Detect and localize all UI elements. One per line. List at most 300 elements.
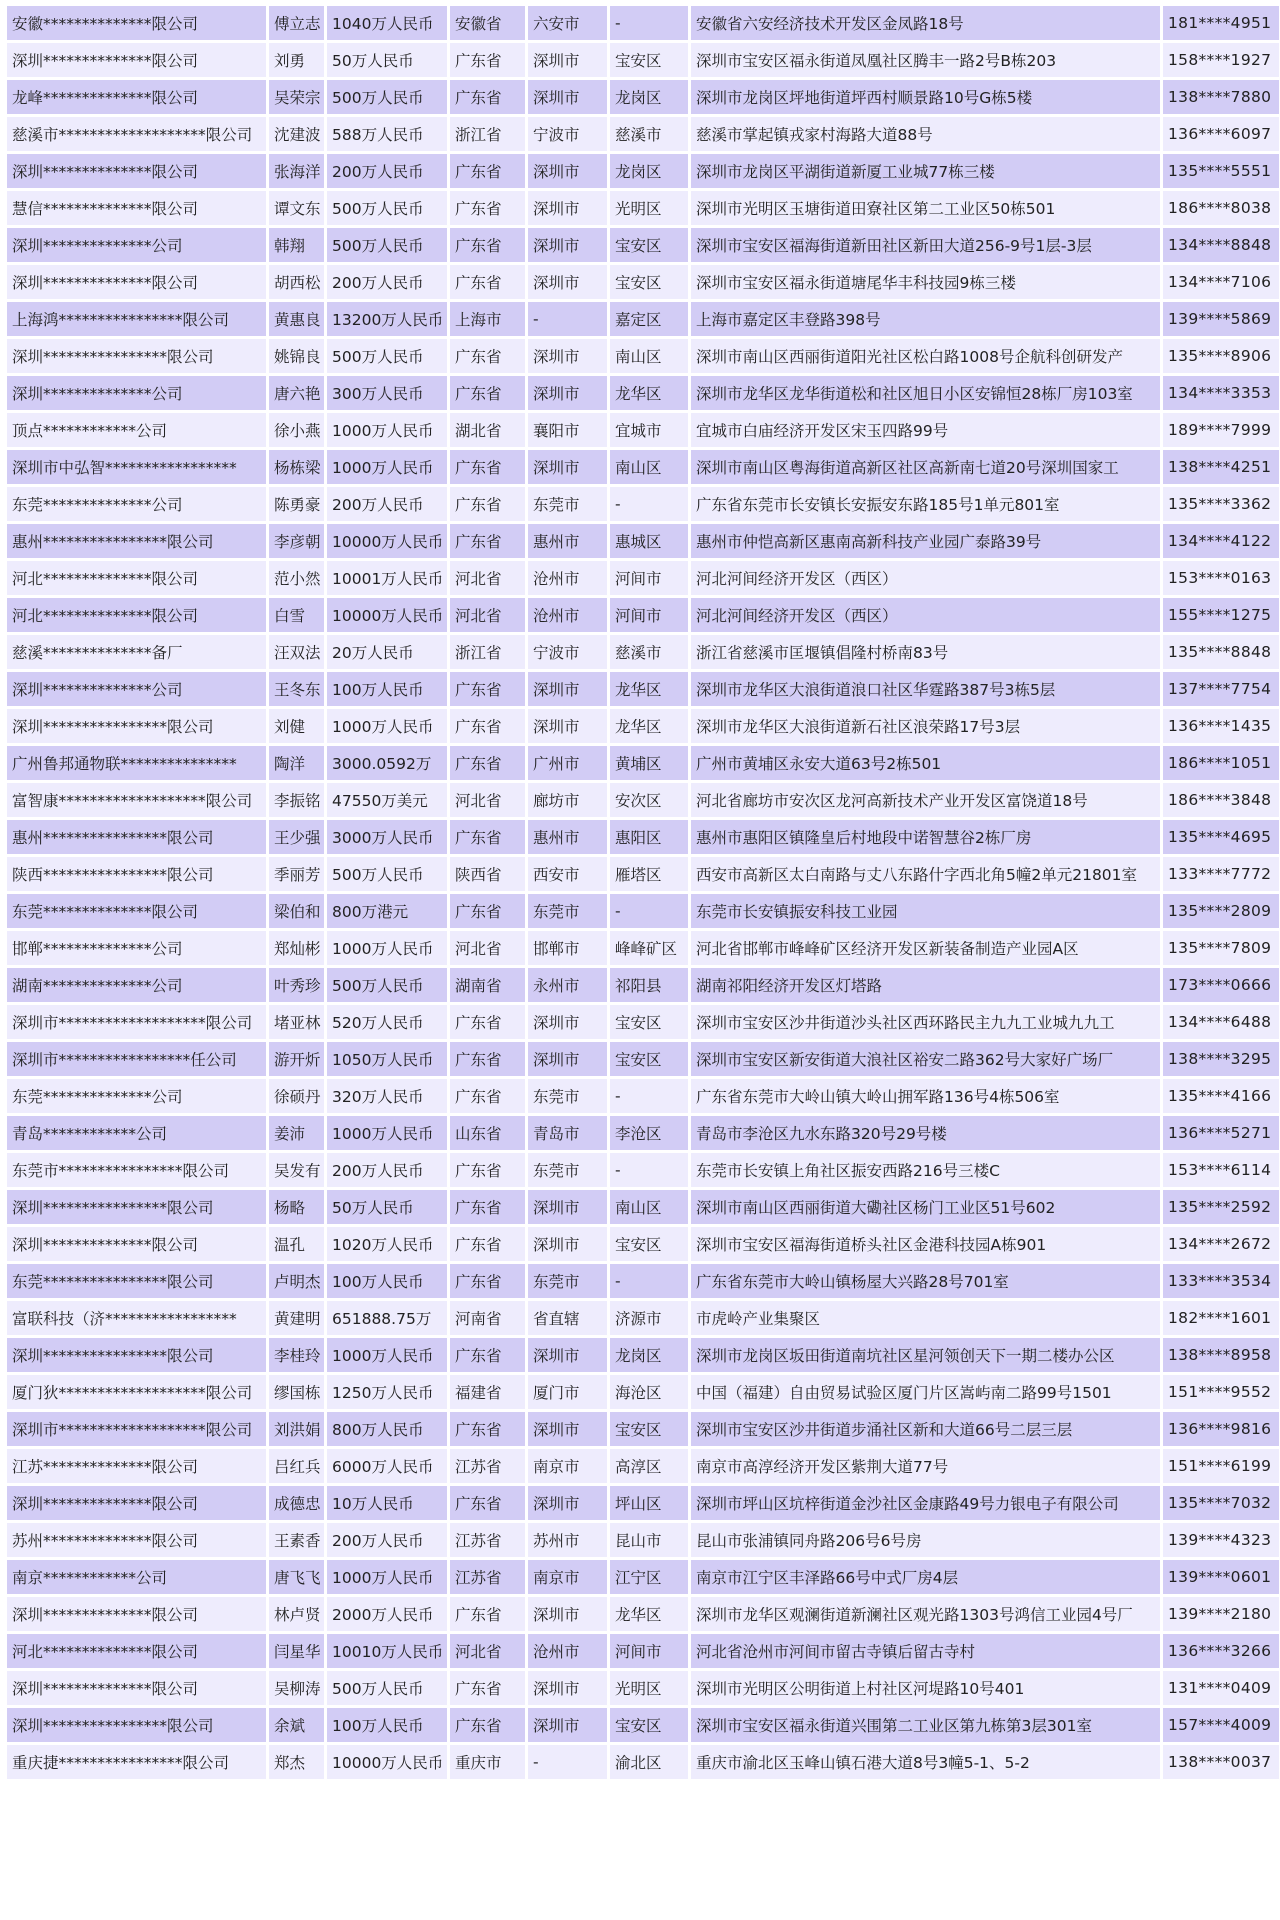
district-cell: 河间市	[610, 598, 688, 632]
address-cell: 深圳市宝安区福永街道兴围第二工业区第九栋第3层301室	[691, 1708, 1160, 1742]
phone-cell: 153****6114	[1163, 1153, 1279, 1187]
company-table	[4, 3, 1280, 1782]
table-row	[7, 339, 1279, 373]
phone-cell: 138****8958	[1163, 1338, 1279, 1372]
address-cell: 河北省邯郸市峰峰矿区经济开发区新装备制造产业园A区	[691, 931, 1160, 965]
address-cell: 广东省东莞市大岭山镇杨屋大兴路28号701室	[691, 1264, 1160, 1298]
province-cell: 广东省	[450, 43, 525, 77]
phone-cell: 151****6199	[1163, 1449, 1279, 1483]
address-cell: 广东省东莞市长安镇长安振安东路185号1单元801室	[691, 487, 1160, 521]
table-row	[7, 80, 1279, 114]
registered-capital-cell: 1250万人民币	[327, 1375, 447, 1409]
address-cell: 深圳市南山区西丽街道阳光社区松白路1008号企航科创研发产	[691, 339, 1160, 373]
phone-cell: 136****6097	[1163, 117, 1279, 151]
table-row	[7, 1190, 1279, 1224]
district-cell: 宝安区	[610, 43, 688, 77]
province-cell: 广东省	[450, 154, 525, 188]
legal-person-cell: 姜沛	[269, 1116, 324, 1150]
province-cell: 广东省	[450, 191, 525, 225]
province-cell: 广东省	[450, 265, 525, 299]
table-row	[7, 1523, 1279, 1557]
province-cell: 江苏省	[450, 1560, 525, 1594]
district-cell: 江宁区	[610, 1560, 688, 1594]
phone-cell: 136****9816	[1163, 1412, 1279, 1446]
city-cell: 深圳市	[528, 1671, 607, 1705]
table-row	[7, 1671, 1279, 1705]
registered-capital-cell: 200万人民币	[327, 487, 447, 521]
table-row	[7, 1597, 1279, 1631]
address-cell: 深圳市南山区粤海街道高新区社区高新南七道20号深圳国家工	[691, 450, 1160, 484]
address-cell: 深圳市宝安区沙井街道步涌社区新和大道66号二层三层	[691, 1412, 1160, 1446]
table-row	[7, 1005, 1279, 1039]
city-cell: 宁波市	[528, 635, 607, 669]
company-name-cell: 惠州****************限公司	[7, 820, 266, 854]
company-name-cell: 上海鸿****************限公司	[7, 302, 266, 336]
table-row	[7, 1153, 1279, 1187]
table-row	[7, 191, 1279, 225]
legal-person-cell: 郑灿彬	[269, 931, 324, 965]
address-cell: 深圳市龙华区观澜街道新澜社区观光路1303号鸿信工业园4号厂	[691, 1597, 1160, 1631]
company-name-cell: 南京************公司	[7, 1560, 266, 1594]
district-cell: 光明区	[610, 191, 688, 225]
legal-person-cell: 汪双法	[269, 635, 324, 669]
phone-cell: 135****5551	[1163, 154, 1279, 188]
district-cell: -	[610, 1264, 688, 1298]
city-cell: 厦门市	[528, 1375, 607, 1409]
city-cell: 廊坊市	[528, 783, 607, 817]
registered-capital-cell: 1000万人民币	[327, 931, 447, 965]
registered-capital-cell: 1000万人民币	[327, 1338, 447, 1372]
phone-cell: 173****0666	[1163, 968, 1279, 1002]
province-cell: 上海市	[450, 302, 525, 336]
phone-cell: 135****2809	[1163, 894, 1279, 928]
company-name-cell: 龙峰**************限公司	[7, 80, 266, 114]
registered-capital-cell: 500万人民币	[327, 1671, 447, 1705]
address-cell: 南京市高淳经济开发区紫荆大道77号	[691, 1449, 1160, 1483]
registered-capital-cell: 800万港元	[327, 894, 447, 928]
address-cell: 昆山市张浦镇同舟路206号6号房	[691, 1523, 1160, 1557]
province-cell: 湖南省	[450, 968, 525, 1002]
table-row	[7, 1042, 1279, 1076]
phone-cell: 134****6488	[1163, 1005, 1279, 1039]
province-cell: 广东省	[450, 1227, 525, 1261]
table-row	[7, 1264, 1279, 1298]
district-cell: 高淳区	[610, 1449, 688, 1483]
legal-person-cell: 徐硕丹	[269, 1079, 324, 1113]
company-name-cell: 东莞****************限公司	[7, 1264, 266, 1298]
province-cell: 广东省	[450, 1153, 525, 1187]
registered-capital-cell: 47550万美元	[327, 783, 447, 817]
legal-person-cell: 林卢贤	[269, 1597, 324, 1631]
district-cell: 宝安区	[610, 228, 688, 262]
table-row	[7, 413, 1279, 447]
company-name-cell: 顶点************公司	[7, 413, 266, 447]
registered-capital-cell: 651888.75万	[327, 1301, 447, 1335]
province-cell: 河北省	[450, 561, 525, 595]
company-name-cell: 深圳**************限公司	[7, 265, 266, 299]
address-cell: 深圳市龙岗区平湖街道新厦工业城77栋三楼	[691, 154, 1160, 188]
province-cell: 广东省	[450, 1338, 525, 1372]
phone-cell: 139****4323	[1163, 1523, 1279, 1557]
phone-cell: 158****1927	[1163, 43, 1279, 77]
legal-person-cell: 郑杰	[269, 1745, 324, 1779]
district-cell: 龙华区	[610, 672, 688, 706]
city-cell: 深圳市	[528, 265, 607, 299]
registered-capital-cell: 10010万人民币	[327, 1634, 447, 1668]
registered-capital-cell: 1020万人民币	[327, 1227, 447, 1261]
table-row	[7, 1227, 1279, 1261]
province-cell: 广东省	[450, 228, 525, 262]
province-cell: 江苏省	[450, 1523, 525, 1557]
legal-person-cell: 杨略	[269, 1190, 324, 1224]
phone-cell: 136****5271	[1163, 1116, 1279, 1150]
city-cell: 深圳市	[528, 43, 607, 77]
city-cell: 东莞市	[528, 487, 607, 521]
city-cell: 西安市	[528, 857, 607, 891]
company-name-cell: 安徽**************限公司	[7, 6, 266, 40]
registered-capital-cell: 200万人民币	[327, 154, 447, 188]
table-body	[7, 6, 1279, 1779]
table-row	[7, 672, 1279, 706]
city-cell: 宁波市	[528, 117, 607, 151]
table-row	[7, 302, 1279, 336]
address-cell: 深圳市龙岗区坪地街道坪西村顺景路10号G栋5楼	[691, 80, 1160, 114]
province-cell: 浙江省	[450, 117, 525, 151]
phone-cell: 153****0163	[1163, 561, 1279, 595]
address-cell: 青岛市李沧区九水东路320号29号楼	[691, 1116, 1160, 1150]
city-cell: 深圳市	[528, 228, 607, 262]
phone-cell: 135****8848	[1163, 635, 1279, 669]
legal-person-cell: 陶洋	[269, 746, 324, 780]
table-row	[7, 1079, 1279, 1113]
legal-person-cell: 范小然	[269, 561, 324, 595]
phone-cell: 135****8906	[1163, 339, 1279, 373]
address-cell: 市虎岭产业集聚区	[691, 1301, 1160, 1335]
company-name-cell: 深圳****************限公司	[7, 1190, 266, 1224]
registered-capital-cell: 50万人民币	[327, 1190, 447, 1224]
city-cell: 南京市	[528, 1560, 607, 1594]
phone-cell: 134****7106	[1163, 265, 1279, 299]
legal-person-cell: 姚锦良	[269, 339, 324, 373]
address-cell: 河北河间经济开发区（西区）	[691, 561, 1160, 595]
company-name-cell: 富智康*******************限公司	[7, 783, 266, 817]
phone-cell: 139****0601	[1163, 1560, 1279, 1594]
province-cell: 江苏省	[450, 1449, 525, 1483]
city-cell: 东莞市	[528, 894, 607, 928]
legal-person-cell: 李彦朝	[269, 524, 324, 558]
address-cell: 河北河间经济开发区（西区）	[691, 598, 1160, 632]
province-cell: 陕西省	[450, 857, 525, 891]
legal-person-cell: 胡西松	[269, 265, 324, 299]
address-cell: 深圳市光明区公明街道上村社区河堤路10号401	[691, 1671, 1160, 1705]
district-cell: 昆山市	[610, 1523, 688, 1557]
company-name-cell: 东莞**************公司	[7, 1079, 266, 1113]
address-cell: 深圳市坪山区坑梓街道金沙社区金康路49号力银电子有限公司	[691, 1486, 1160, 1520]
city-cell: 六安市	[528, 6, 607, 40]
registered-capital-cell: 100万人民币	[327, 1708, 447, 1742]
registered-capital-cell: 200万人民币	[327, 265, 447, 299]
phone-cell: 135****3362	[1163, 487, 1279, 521]
registered-capital-cell: 1050万人民币	[327, 1042, 447, 1076]
legal-person-cell: 吴柳涛	[269, 1671, 324, 1705]
phone-cell: 138****3295	[1163, 1042, 1279, 1076]
district-cell: 惠城区	[610, 524, 688, 558]
table-row	[7, 1745, 1279, 1779]
phone-cell: 186****8038	[1163, 191, 1279, 225]
table-row	[7, 1449, 1279, 1483]
company-name-cell: 富联科技（济*****************	[7, 1301, 266, 1335]
phone-cell: 135****2592	[1163, 1190, 1279, 1224]
city-cell: 深圳市	[528, 191, 607, 225]
table-row	[7, 1116, 1279, 1150]
table-row	[7, 746, 1279, 780]
address-cell: 深圳市龙岗区坂田街道南坑社区星河领创天下一期二楼办公区	[691, 1338, 1160, 1372]
district-cell: -	[610, 894, 688, 928]
province-cell: 广东省	[450, 1412, 525, 1446]
city-cell: 沧州市	[528, 598, 607, 632]
phone-cell: 135****4166	[1163, 1079, 1279, 1113]
phone-cell: 138****0037	[1163, 1745, 1279, 1779]
phone-cell: 139****5869	[1163, 302, 1279, 336]
registered-capital-cell: 10000万人民币	[327, 524, 447, 558]
district-cell: 渝北区	[610, 1745, 688, 1779]
city-cell: 惠州市	[528, 820, 607, 854]
phone-cell: 136****1435	[1163, 709, 1279, 743]
province-cell: 福建省	[450, 1375, 525, 1409]
legal-person-cell: 温孔	[269, 1227, 324, 1261]
legal-person-cell: 梁伯和	[269, 894, 324, 928]
legal-person-cell: 杨栋梁	[269, 450, 324, 484]
district-cell: -	[610, 1079, 688, 1113]
city-cell: 南京市	[528, 1449, 607, 1483]
company-name-cell: 深圳**************限公司	[7, 43, 266, 77]
city-cell: 深圳市	[528, 709, 607, 743]
province-cell: 广东省	[450, 709, 525, 743]
province-cell: 广东省	[450, 524, 525, 558]
district-cell: 龙岗区	[610, 80, 688, 114]
province-cell: 广东省	[450, 1264, 525, 1298]
table-row	[7, 1375, 1279, 1409]
address-cell: 惠州市惠阳区镇隆皇后村地段中诺智慧谷2栋厂房	[691, 820, 1160, 854]
address-cell: 东莞市长安镇上角社区振安西路216号三楼C	[691, 1153, 1160, 1187]
district-cell: 龙华区	[610, 1597, 688, 1631]
legal-person-cell: 傅立志	[269, 6, 324, 40]
company-name-cell: 深圳市*******************限公司	[7, 1412, 266, 1446]
phone-cell: 135****7809	[1163, 931, 1279, 965]
registered-capital-cell: 500万人民币	[327, 80, 447, 114]
phone-cell: 151****9552	[1163, 1375, 1279, 1409]
city-cell: 深圳市	[528, 1190, 607, 1224]
district-cell: 宝安区	[610, 1005, 688, 1039]
address-cell: 宜城市白庙经济开发区宋玉四路99号	[691, 413, 1160, 447]
address-cell: 深圳市宝安区福海街道新田社区新田大道256-9号1层-3层	[691, 228, 1160, 262]
district-cell: 南山区	[610, 339, 688, 373]
phone-cell: 133****7772	[1163, 857, 1279, 891]
district-cell: 嘉定区	[610, 302, 688, 336]
city-cell: 东莞市	[528, 1153, 607, 1187]
district-cell: 宝安区	[610, 1412, 688, 1446]
province-cell: 广东省	[450, 487, 525, 521]
district-cell: -	[610, 6, 688, 40]
table-row	[7, 265, 1279, 299]
table-row	[7, 1338, 1279, 1372]
address-cell: 南京市江宁区丰泽路66号中式厂房4层	[691, 1560, 1160, 1594]
company-name-cell: 惠州****************限公司	[7, 524, 266, 558]
legal-person-cell: 唐六艳	[269, 376, 324, 410]
city-cell: -	[528, 302, 607, 336]
address-cell: 西安市高新区太白南路与丈八东路什字西北角5幢2单元21801室	[691, 857, 1160, 891]
company-name-cell: 河北**************限公司	[7, 1634, 266, 1668]
company-name-cell: 深圳****************限公司	[7, 1338, 266, 1372]
legal-person-cell: 季丽芳	[269, 857, 324, 891]
phone-cell: 137****7754	[1163, 672, 1279, 706]
company-name-cell: 深圳市*******************限公司	[7, 1005, 266, 1039]
city-cell: 东莞市	[528, 1264, 607, 1298]
company-name-cell: 深圳**************限公司	[7, 1227, 266, 1261]
table-row	[7, 524, 1279, 558]
legal-person-cell: 陈勇豪	[269, 487, 324, 521]
phone-cell: 135****7032	[1163, 1486, 1279, 1520]
company-name-cell: 深圳市中弘智*****************	[7, 450, 266, 484]
city-cell: 省直辖	[528, 1301, 607, 1335]
registered-capital-cell: 500万人民币	[327, 339, 447, 373]
address-cell: 深圳市南山区西丽街道大磡社区杨门工业区51号602	[691, 1190, 1160, 1224]
table-row	[7, 561, 1279, 595]
address-cell: 深圳市宝安区福海街道桥头社区金港科技园A栋901	[691, 1227, 1160, 1261]
company-name-cell: 深圳**************公司	[7, 672, 266, 706]
province-cell: 广东省	[450, 1708, 525, 1742]
company-name-cell: 河北**************限公司	[7, 598, 266, 632]
registered-capital-cell: 13200万人民币	[327, 302, 447, 336]
registered-capital-cell: 1000万人民币	[327, 450, 447, 484]
province-cell: 广东省	[450, 1005, 525, 1039]
table-row	[7, 376, 1279, 410]
legal-person-cell: 闫星华	[269, 1634, 324, 1668]
legal-person-cell: 韩翔	[269, 228, 324, 262]
company-name-cell: 湖南**************公司	[7, 968, 266, 1002]
address-cell: 河北省沧州市河间市留古寺镇后留古寺村	[691, 1634, 1160, 1668]
city-cell: 东莞市	[528, 1079, 607, 1113]
table-row	[7, 450, 1279, 484]
company-name-cell: 慈溪**************备厂	[7, 635, 266, 669]
district-cell: 南山区	[610, 450, 688, 484]
district-cell: -	[610, 1153, 688, 1187]
district-cell: 河间市	[610, 1634, 688, 1668]
district-cell: 龙岗区	[610, 1338, 688, 1372]
legal-person-cell: 缪国栋	[269, 1375, 324, 1409]
company-name-cell: 东莞市****************限公司	[7, 1153, 266, 1187]
table-row	[7, 894, 1279, 928]
table-row	[7, 968, 1279, 1002]
city-cell: 广州市	[528, 746, 607, 780]
registered-capital-cell: 3000.0592万	[327, 746, 447, 780]
district-cell: 慈溪市	[610, 117, 688, 151]
city-cell: 深圳市	[528, 1042, 607, 1076]
legal-person-cell: 王素香	[269, 1523, 324, 1557]
legal-person-cell: 沈建波	[269, 117, 324, 151]
phone-cell: 131****0409	[1163, 1671, 1279, 1705]
company-name-cell: 东莞**************公司	[7, 487, 266, 521]
registered-capital-cell: 10万人民币	[327, 1486, 447, 1520]
legal-person-cell: 卢明杰	[269, 1264, 324, 1298]
registered-capital-cell: 300万人民币	[327, 376, 447, 410]
company-name-cell: 深圳****************限公司	[7, 709, 266, 743]
company-name-cell: 深圳**************限公司	[7, 1671, 266, 1705]
company-name-cell: 河北**************限公司	[7, 561, 266, 595]
phone-cell: 186****3848	[1163, 783, 1279, 817]
table-row	[7, 1486, 1279, 1520]
table-row	[7, 43, 1279, 77]
registered-capital-cell: 10000万人民币	[327, 598, 447, 632]
company-name-cell: 深圳****************限公司	[7, 1708, 266, 1742]
city-cell: 深圳市	[528, 339, 607, 373]
company-name-cell: 邯郸**************公司	[7, 931, 266, 965]
address-cell: 深圳市龙华区龙华街道松和社区旭日小区安锦恒28栋厂房103室	[691, 376, 1160, 410]
district-cell: 雁塔区	[610, 857, 688, 891]
city-cell: 深圳市	[528, 154, 607, 188]
address-cell: 湖南祁阳经济开发区灯塔路	[691, 968, 1160, 1002]
table-row	[7, 709, 1279, 743]
city-cell: 青岛市	[528, 1116, 607, 1150]
legal-person-cell: 李振铭	[269, 783, 324, 817]
phone-cell: 157****4009	[1163, 1708, 1279, 1742]
table-row	[7, 783, 1279, 817]
registered-capital-cell: 500万人民币	[327, 968, 447, 1002]
city-cell: 深圳市	[528, 80, 607, 114]
legal-person-cell: 白雪	[269, 598, 324, 632]
province-cell: 广东省	[450, 820, 525, 854]
address-cell: 深圳市宝安区福永街道塘尾华丰科技园9栋三楼	[691, 265, 1160, 299]
district-cell: 宝安区	[610, 1042, 688, 1076]
legal-person-cell: 王少强	[269, 820, 324, 854]
city-cell: 深圳市	[528, 1486, 607, 1520]
company-name-cell: 东莞**************限公司	[7, 894, 266, 928]
legal-person-cell: 堵亚林	[269, 1005, 324, 1039]
district-cell: -	[610, 487, 688, 521]
phone-cell: 135****4695	[1163, 820, 1279, 854]
table-row	[7, 1301, 1279, 1335]
district-cell: 安次区	[610, 783, 688, 817]
table-row	[7, 1708, 1279, 1742]
address-cell: 中国（福建）自由贸易试验区厦门片区嵩屿南二路99号1501	[691, 1375, 1160, 1409]
company-name-cell: 青岛************公司	[7, 1116, 266, 1150]
city-cell: 永州市	[528, 968, 607, 1002]
address-cell: 深圳市宝安区新安街道大浪社区裕安二路362号大家好广场厂	[691, 1042, 1160, 1076]
registered-capital-cell: 2000万人民币	[327, 1597, 447, 1631]
province-cell: 广东省	[450, 376, 525, 410]
legal-person-cell: 游开炘	[269, 1042, 324, 1076]
legal-person-cell: 刘健	[269, 709, 324, 743]
province-cell: 重庆市	[450, 1745, 525, 1779]
phone-cell: 134****3353	[1163, 376, 1279, 410]
legal-person-cell: 吕红兵	[269, 1449, 324, 1483]
district-cell: 龙华区	[610, 376, 688, 410]
registered-capital-cell: 6000万人民币	[327, 1449, 447, 1483]
address-cell: 慈溪市掌起镇戎家村海路大道88号	[691, 117, 1160, 151]
district-cell: 惠阳区	[610, 820, 688, 854]
address-cell: 重庆市渝北区玉峰山镇石港大道8号3幢5-1、5-2	[691, 1745, 1160, 1779]
province-cell: 河南省	[450, 1301, 525, 1335]
legal-person-cell: 吴荣宗	[269, 80, 324, 114]
district-cell: 龙岗区	[610, 154, 688, 188]
company-name-cell: 深圳**************公司	[7, 228, 266, 262]
table-row	[7, 1560, 1279, 1594]
company-name-cell: 深圳**************限公司	[7, 154, 266, 188]
city-cell: -	[528, 1745, 607, 1779]
legal-person-cell: 余斌	[269, 1708, 324, 1742]
registered-capital-cell: 100万人民币	[327, 1264, 447, 1298]
city-cell: 深圳市	[528, 1338, 607, 1372]
